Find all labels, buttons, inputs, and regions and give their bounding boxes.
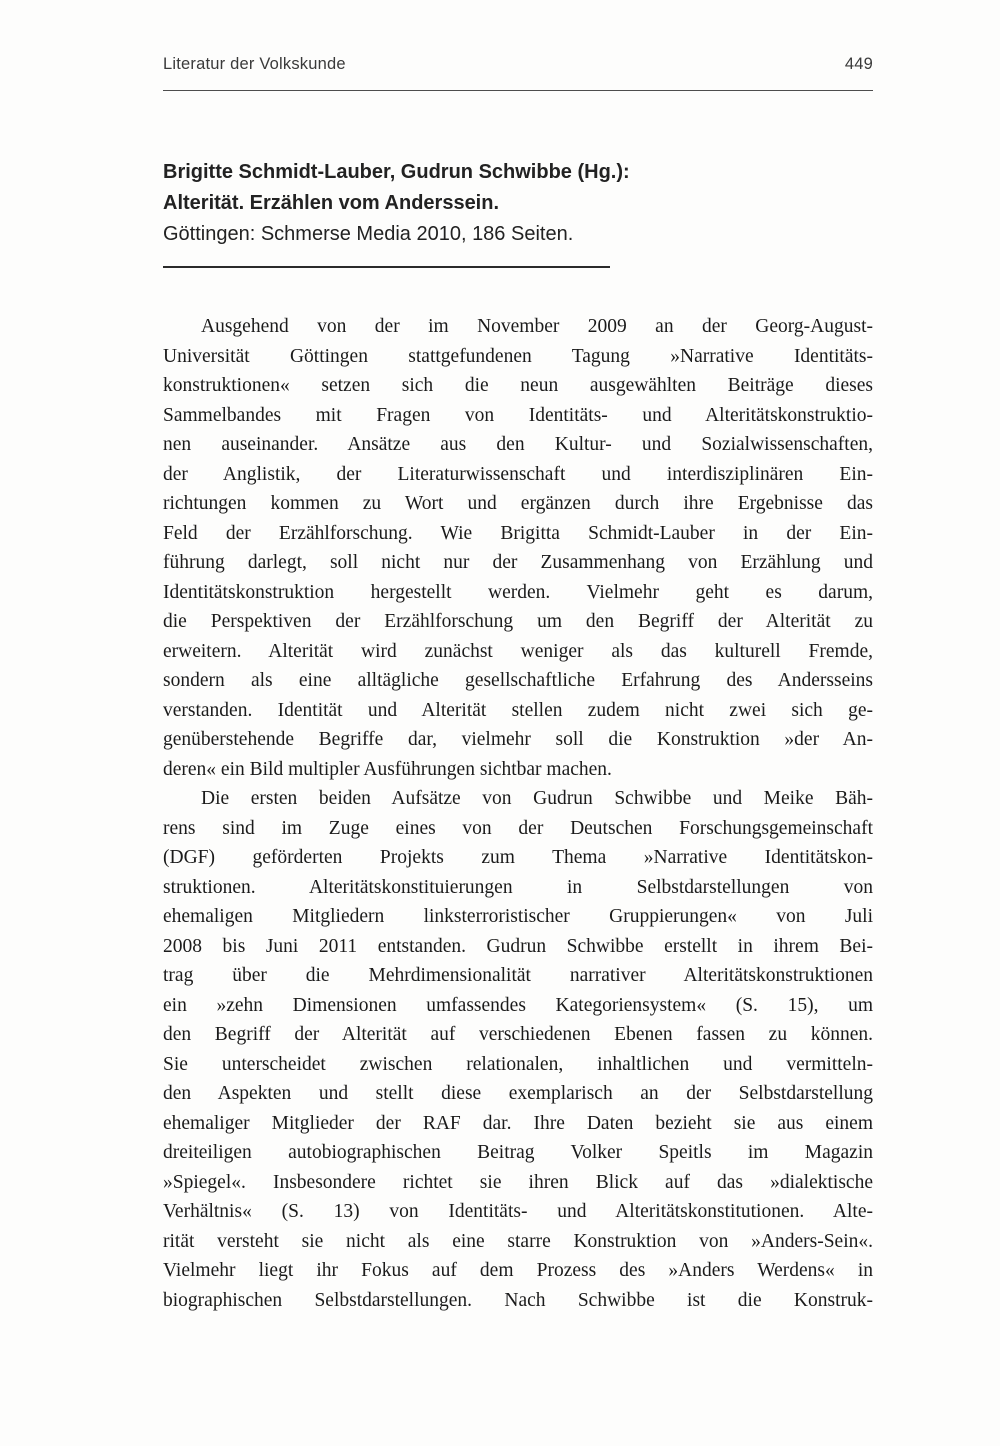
text-line: Universität Göttingen stattgefundenen Tagung »Narrative Identitäts- [163,345,873,367]
text-line: führung darlegt, soll nicht nur der Zusammenhang von Erzählung und [163,552,873,573]
text-line: richtungen kommen zu Wort und ergänzen durch ihre Ergebnisse das [163,493,873,514]
text-line: Sie unterscheidet zwischen relationalen, inhaltlichen und vermitteln- [163,1053,873,1075]
text-line: Verhältnis« (S. 13) von Identitäts- und Alteritätskonstitutionen. Alte- [163,1201,873,1222]
title-rule [163,266,610,268]
review-body [163,312,873,1315]
book-title: Alterität. Erzählen vom Anderssein. [163,192,500,214]
text-line: struktionen. Alteritätskonstituierungen in Selbstdarstellungen von [163,876,873,898]
header-rule [163,90,873,91]
text-line: (DGF) geförderten Projekts zum Thema »Narrative Identitätskon- [163,847,873,868]
text-line: dreiteiligen autobiographischen Beitrag Volker Speitls im Magazin [163,1142,873,1163]
book-imprint: Göttingen: Schmerse Media 2010, 186 Seiten. [163,223,574,245]
text-line: Sammelbandes mit Fragen von Identitäts- und Alteritätskonstruktio- [163,404,873,426]
paragraph-1 [163,312,873,784]
paragraph-2 [163,784,873,1315]
page-number: 449 [844,55,873,73]
text-line: verstanden. Identität und Alterität stellen zudem nicht zwei sich ge- [163,699,873,721]
text-line: die Perspektiven der Erzählforschung um den Begriff der Alterität zu [163,611,873,632]
text-line: »Spiegel«. Insbesondere richtet sie ihren Blick auf das »dialektische [163,1171,873,1193]
text-line: Ausgehend von der im November 2009 an der Georg-August- [201,316,873,337]
book-reference-block [163,157,873,250]
text-line: erweitern. Alterität wird zunächst weniger als das kulturell Fremde, [163,640,873,662]
text-line: ehemaligen Mitgliedern linksterroristischer Gruppierungen« von Juli [163,906,873,927]
text-line: rität versteht sie nicht als eine starre Konstruktion von »Anders-Sein«. [163,1230,873,1252]
text-line: der Anglistik, der Literaturwissenschaft und interdisziplinären Ein- [163,463,873,485]
text-line: Vielmehr liegt ihr Fokus auf dem Prozess des »Anders Werdens« in [163,1260,873,1281]
text-line: biographischen Selbstdarstellungen. Nach Schwibbe ist die Konstruk- [163,1289,873,1311]
text-line: Identitätskonstruktion hergestellt werden. Vielmehr geht es darum, [163,581,873,603]
running-title: Literatur der Volkskunde [163,55,346,73]
text-line: ein »zehn Dimensionen umfassendes Kategoriensystem« (S. 15), um [163,994,873,1016]
text-line: deren« ein Bild multipler Ausführungen sichtbar machen. [163,758,612,780]
running-header [163,54,873,74]
text-line: sondern als eine alltägliche gesellschaftliche Erfahrung des Andersseins [163,670,873,691]
text-line: Die ersten beiden Aufsätze von Gudrun Schwibbe und Meike Bäh- [201,788,873,809]
text-line: konstruktionen« setzen sich die neun ausgewählten Beiträge dieses [163,375,873,396]
text-line: 2008 bis Juni 2011 entstanden. Gudrun Schwibbe erstellt in ihrem Bei- [163,935,873,957]
text-line: den Begriff der Alterität auf verschiedenen Ebenen fassen zu können. [163,1024,873,1045]
text-line: ehemaliger Mitglieder der RAF dar. Ihre Daten bezieht sie aus einem [163,1112,873,1134]
text-line: nen auseinander. Ansätze aus den Kultur- und Sozialwissenschaften, [163,434,873,455]
text-line: Feld der Erzählforschung. Wie Brigitta Schmidt-Lauber in der Ein- [163,522,873,544]
book-authors: Brigitte Schmidt-Lauber, Gudrun Schwibbe (Hg.): [163,161,630,183]
text-line: rens sind im Zuge eines von der Deutschen Forschungsgemeinschaft [163,817,873,839]
text-line: den Aspekten und stellt diese exemplarisch an der Selbstdarstellung [163,1083,873,1104]
text-line: genüberstehende Begriffe dar, vielmehr soll die Konstruktion »der An- [163,729,873,750]
text-line: trag über die Mehrdimensionalität narrativer Alteritätskonstruktionen [163,965,873,986]
